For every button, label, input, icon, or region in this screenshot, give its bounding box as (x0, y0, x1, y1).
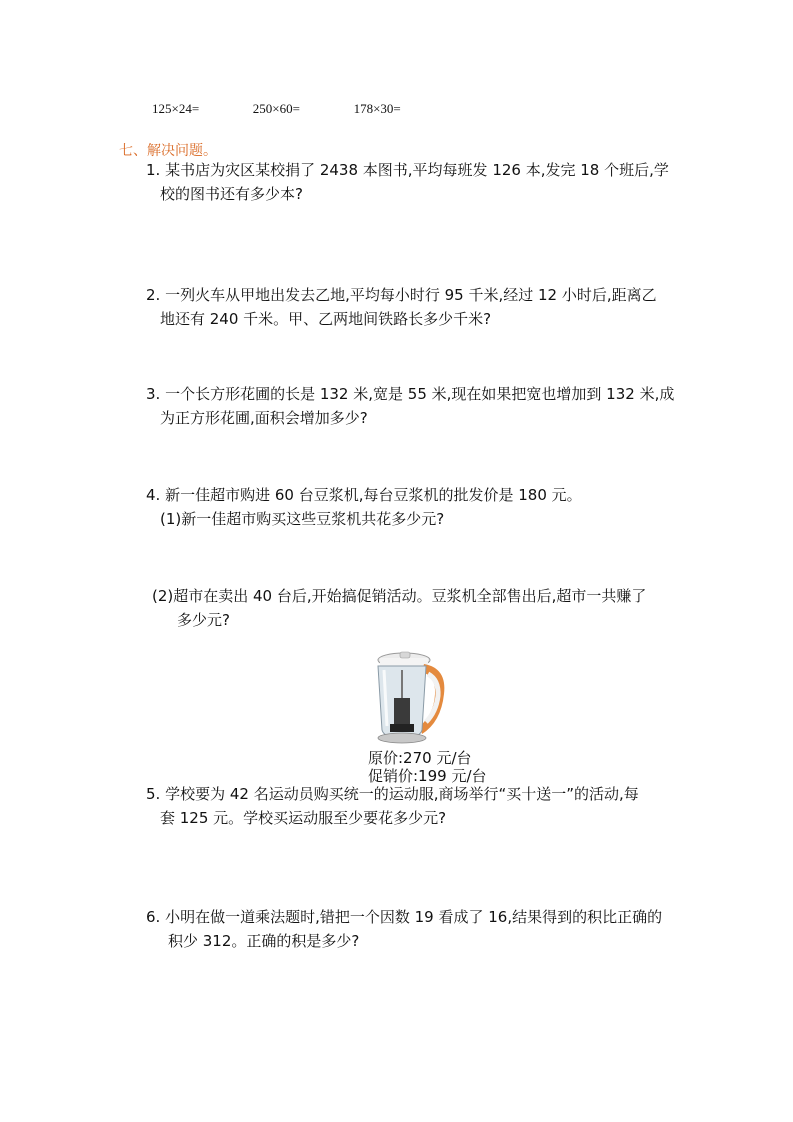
problem-4-line-1: 4. 新一佳超市购进 60 台豆浆机,每台豆浆机的批发价是 180 元。 (146, 486, 582, 504)
problem-4-sub-2-line-1: (2)超市在卖出 40 台后,开始搞促销活动。豆浆机全部售出后,超市一共赚了 (152, 587, 647, 605)
problem-6-line-2: 积少 312。正确的积是多少? (168, 932, 360, 950)
original-price: 原价:270 元/台 (368, 749, 472, 767)
problem-4-sub-1: (1)新一佳超市购买这些豆浆机共花多少元? (160, 510, 445, 528)
sale-price: 促销价:199 元/台 (368, 767, 487, 785)
problem-2-line-2: 地还有 240 千米。甲、乙两地间铁路长多少千米? (160, 310, 492, 328)
calc-item: 125×24= (152, 101, 200, 116)
problem-1-line-1: 1. 某书店为灾区某校捐了 2438 本图书,平均每班发 126 本,发完 18 个班后,学 (146, 161, 669, 179)
calculation-row (152, 99, 401, 117)
problem-5-line-1: 5. 学校要为 42 名运动员购买统一的运动服,商场举行“买十送一”的活动,每 (146, 785, 639, 803)
problem-3-line-2: 为正方形花圃,面积会增加多少? (160, 409, 368, 427)
problem-2-line-1: 2. 一列火车从甲地出发去乙地,平均每小时行 95 千米,经过 12 小时后,距离乙 (146, 286, 657, 304)
calc-item: 178×30= (353, 101, 401, 116)
calc-item: 250×60= (252, 101, 300, 116)
soymilk-maker-image (368, 650, 450, 746)
problem-4-sub-2-line-2: 多少元? (177, 611, 230, 629)
problem-5-line-2: 套 125 元。学校买运动服至少要花多少元? (160, 809, 447, 827)
problem-6-line-1: 6. 小明在做一道乘法题时,错把一个因数 19 看成了 16,结果得到的积比正确的 (146, 908, 663, 926)
section-title: 七、解决问题。 (119, 143, 217, 159)
problem-3-line-1: 3. 一个长方形花圃的长是 132 米,宽是 55 米,现在如果把宽也增加到 132 米,成 (146, 385, 675, 403)
problem-1-line-2: 校的图书还有多少本? (160, 185, 303, 203)
